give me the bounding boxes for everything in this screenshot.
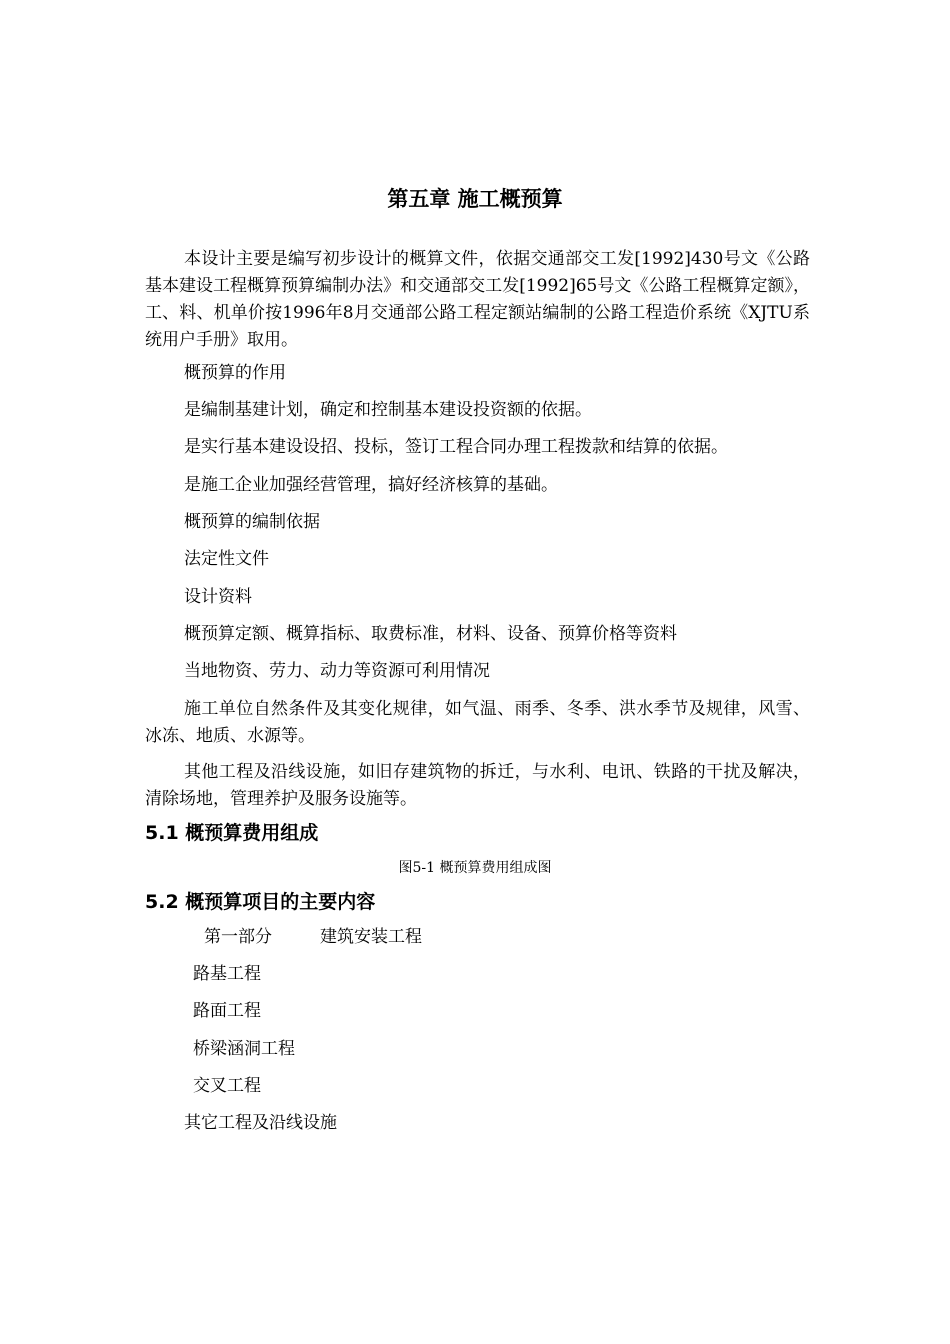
- basis-item-3: 概预算定额、概算指标、取费标准，材料、设备、预算价格等资料: [184, 624, 677, 644]
- section-heading-5-2: 5.2 概预算项目的主要内容: [145, 891, 376, 913]
- basis-item-4: 当地物资、劳力、动力等资源可利用情况: [184, 661, 490, 681]
- project-item-5: 其它工程及沿线设施: [184, 1113, 337, 1133]
- basis-item-2: 设计资料: [184, 587, 252, 607]
- part-one-name: 建筑安装工程: [320, 927, 422, 947]
- project-item-2: 路面工程: [193, 1001, 261, 1021]
- other-paragraph: 其他工程及沿线设施，如旧存建筑物的拆迁，与水利、电讯、铁路的干扰及解决，清除场地，管理养护及服务设施等。: [145, 762, 810, 809]
- project-item-3: 桥梁涵洞工程: [193, 1039, 295, 1059]
- project-item-4: 交叉工程: [193, 1076, 261, 1096]
- nature-paragraph: 施工单位自然条件及其变化规律，如气温、雨季、冬季、洪水季节及规律，风雪、冰冻、地质、水源等。: [145, 699, 810, 746]
- chapter-title: 第五章 施工概预算: [387, 187, 563, 211]
- basis-heading: 概预算的编制依据: [184, 512, 320, 532]
- role-item-1: 是编制基建计划，确定和控制基本建设投资额的依据。: [184, 400, 592, 420]
- basis-item-1: 法定性文件: [184, 549, 269, 569]
- intro-paragraph: 本设计主要是编写初步设计的概算文件，依据交通部交工发[1992]430号文《公路基本建设工程概算预算编制办法》和交通部交工发[1992]65号文《公路工程概算定额》，工、料、机单价按1996年8月交通部公路工程定额站编制的公路工程造价系统《XJTU系统用户手册》取用。: [145, 249, 810, 350]
- figure-caption: 图5-1 概预算费用组成图: [398, 860, 552, 876]
- section-heading-5-1: 5.1 概预算费用组成: [145, 822, 319, 844]
- part-one-label: 第一部分: [204, 927, 272, 947]
- role-heading: 概预算的作用: [184, 363, 286, 383]
- role-item-2: 是实行基本建设设招、投标，签订工程合同办理工程拨款和结算的依据。: [184, 437, 728, 457]
- project-item-1: 路基工程: [193, 964, 261, 984]
- role-item-3: 是施工企业加强经营管理，搞好经济核算的基础。: [184, 475, 558, 495]
- part-one-line: [204, 924, 422, 951]
